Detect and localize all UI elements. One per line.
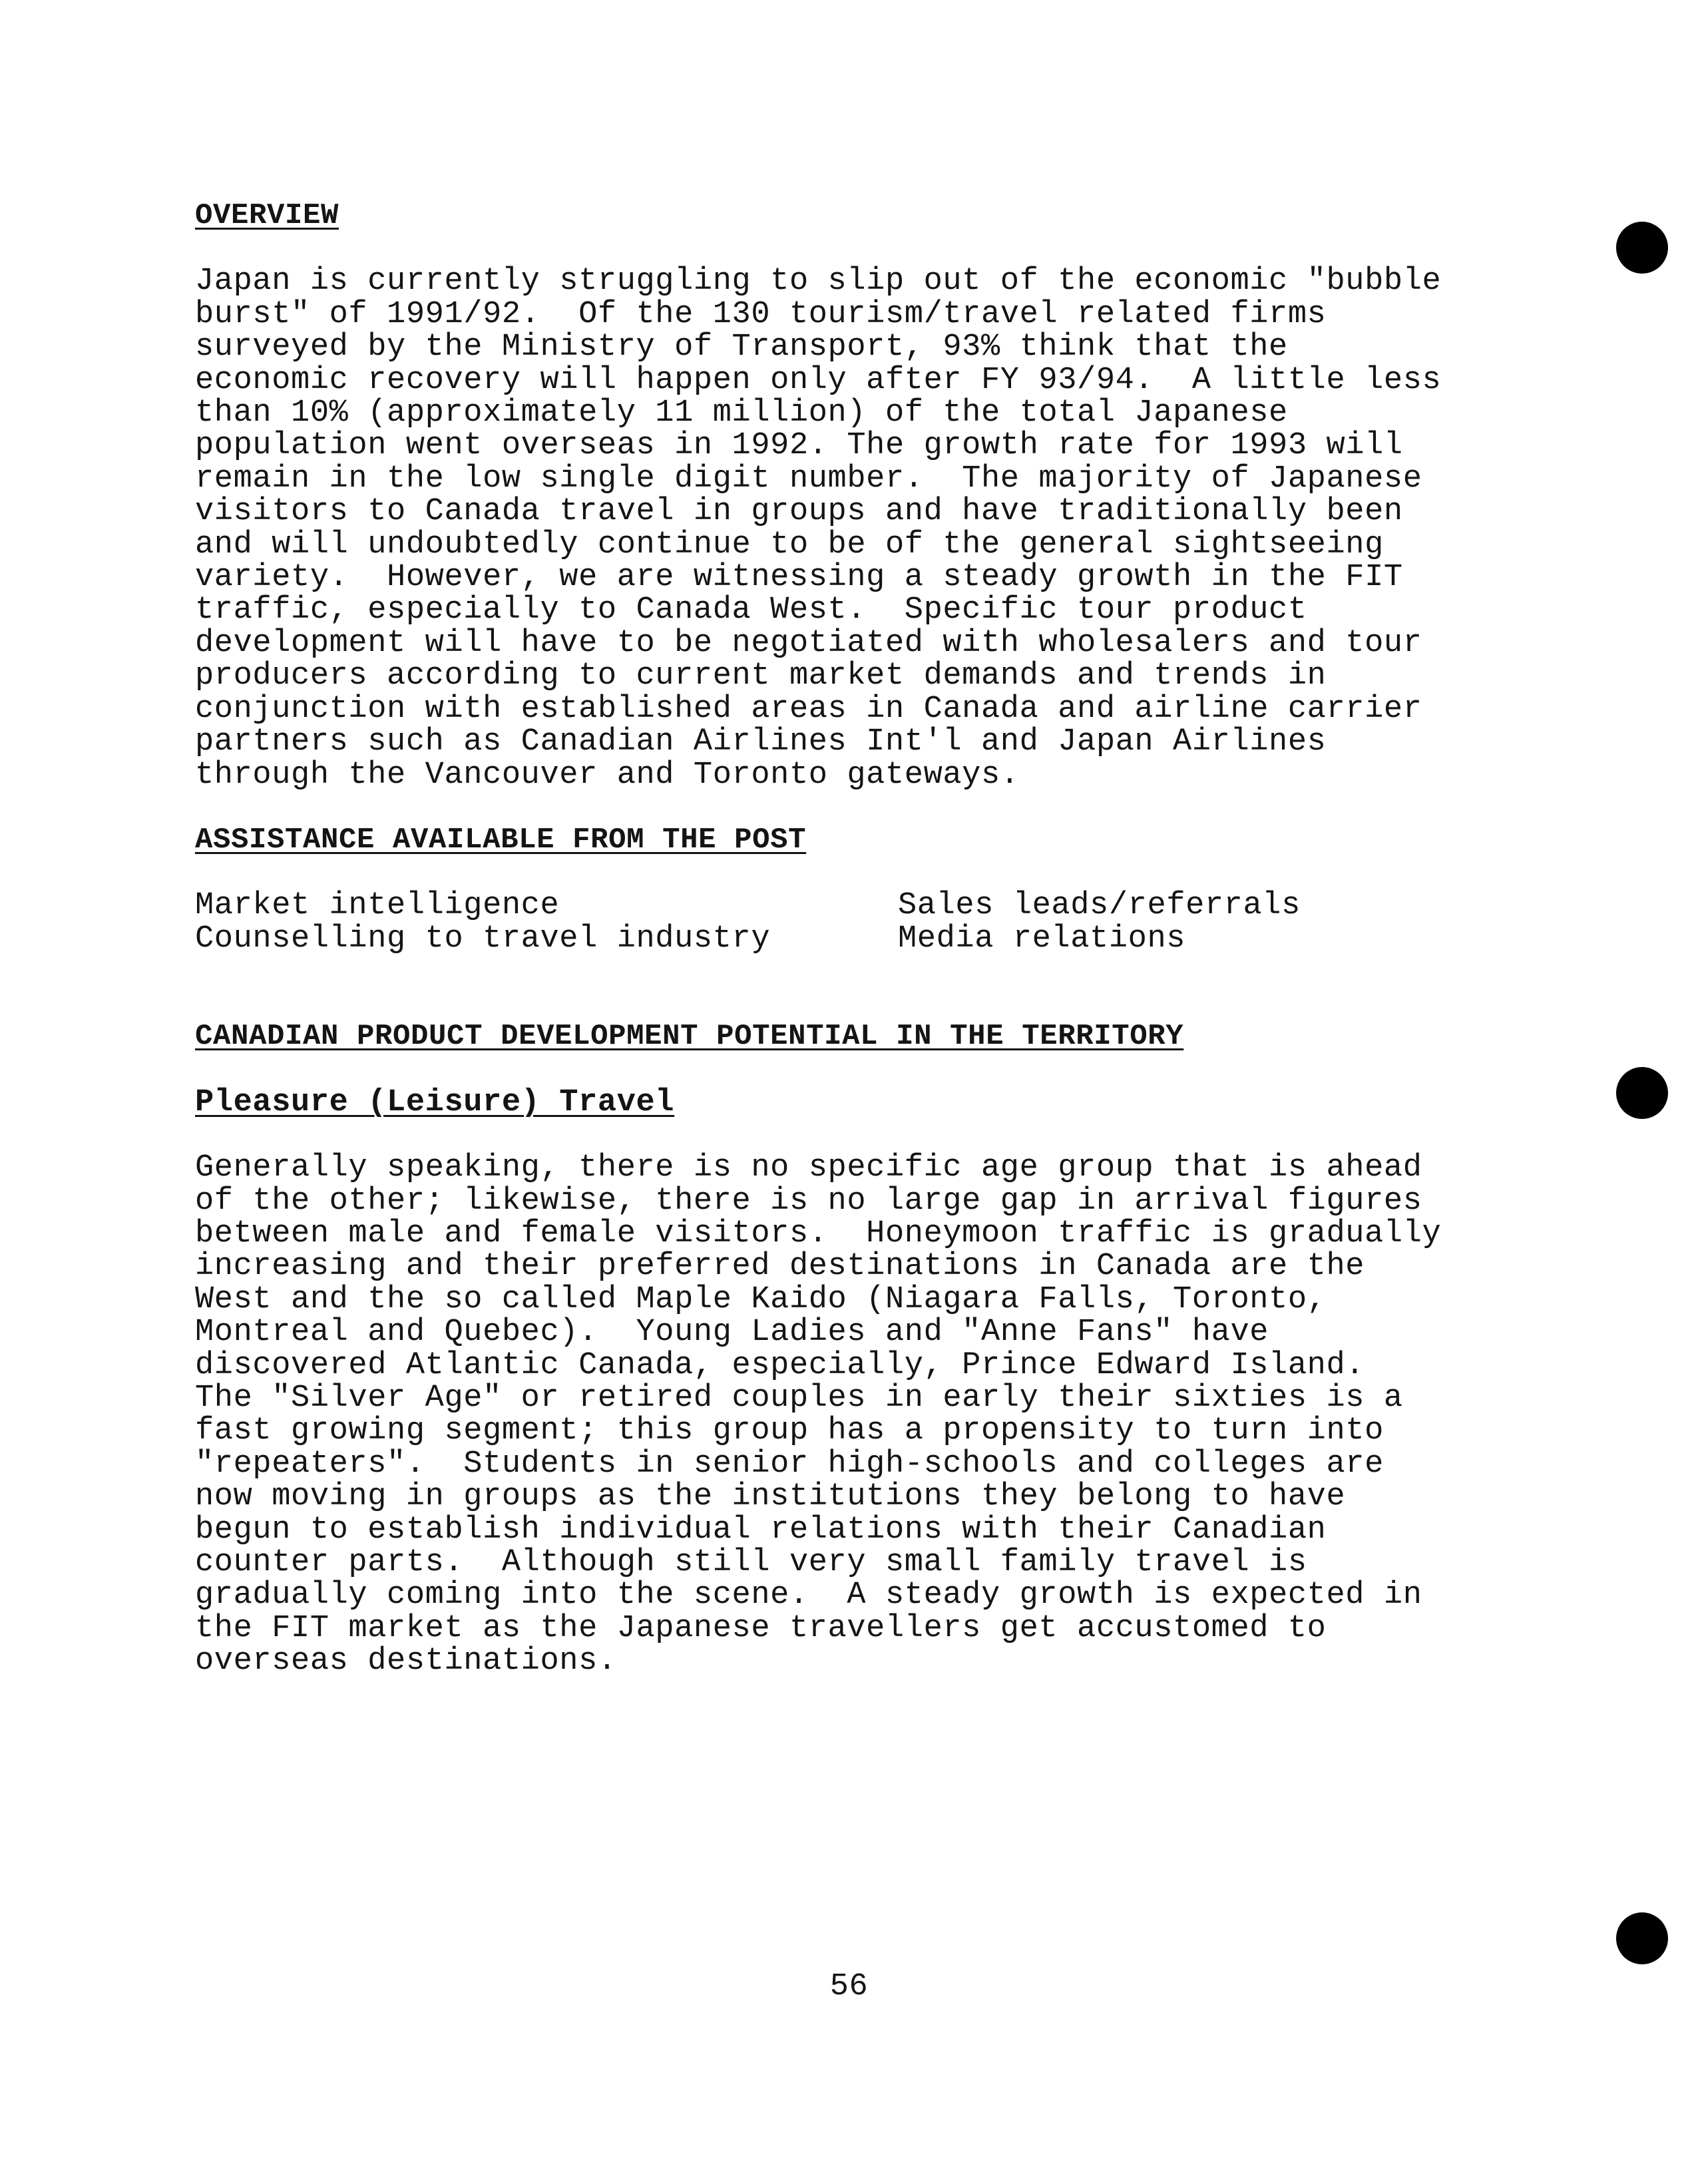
- paragraph-line: between male and female visitors. Honeymoon traffic is gradually: [195, 1215, 1442, 1251]
- paragraph-line: burst" of 1991/92. Of the 130 tourism/travel related firms: [195, 296, 1327, 332]
- paragraph-line: partners such as Canadian Airlines Int'l and Japan Airlines: [195, 724, 1327, 760]
- assistance-column-right: [898, 889, 1301, 955]
- paragraph-line: remain in the low single digit number. The majority of Japanese: [195, 461, 1422, 497]
- paragraph-line: population went overseas in 1992. The growth rate for 1993 will: [195, 428, 1403, 464]
- paragraph-line: increasing and their preferred destinations in Canada are the: [195, 1249, 1365, 1285]
- paragraph-line: "repeaters". Students in senior high-schools and colleges are: [195, 1446, 1384, 1482]
- paragraph-line: overseas destinations.: [195, 1643, 617, 1679]
- assistance-item: Media relations: [898, 921, 1186, 957]
- paragraph-line: fast growing segment; this group has a propensity to turn into: [195, 1413, 1384, 1449]
- leisure-travel-subheading: Pleasure (Leisure) Travel: [195, 1084, 675, 1120]
- assistance-item: Counselling to travel industry: [195, 921, 771, 957]
- paragraph-line: the FIT market as the Japanese travellers get accustomed to: [195, 1610, 1327, 1646]
- assistance-heading: ASSISTANCE AVAILABLE FROM THE POST: [195, 823, 807, 857]
- paragraph-line: economic recovery will happen only after FY 93/94. A little less: [195, 362, 1442, 398]
- assistance-item: Sales leads/referrals: [898, 888, 1301, 924]
- paragraph-line: and will undoubtedly continue to be of the general sightseeing: [195, 527, 1384, 562]
- paragraph-line: producers according to current market demands and trends in: [195, 658, 1327, 694]
- product-development-heading: CANADIAN PRODUCT DEVELOPMENT POTENTIAL IN THE TERRITORY: [195, 1020, 1184, 1054]
- paragraph-line: The "Silver Age" or retired couples in early their sixties is a: [195, 1380, 1403, 1416]
- paragraph-line: conjunction with established areas in Canada and airline carrier: [195, 691, 1422, 727]
- overview-heading: OVERVIEW: [195, 199, 339, 232]
- overview-paragraph: [195, 265, 1540, 791]
- paragraph-line: begun to establish individual relations with their Canadian: [195, 1512, 1327, 1548]
- assistance-list: [195, 889, 1540, 955]
- paragraph-line: of the other; likewise, there is no large gap in arrival figures: [195, 1183, 1422, 1219]
- leisure-travel-paragraph: [195, 1152, 1540, 1678]
- paragraph-line: through the Vancouver and Toronto gateways.: [195, 757, 1020, 793]
- page-content: [195, 200, 1540, 1678]
- binder-hole-top: [1616, 222, 1668, 274]
- paragraph-line: traffic, especially to Canada West. Specific tour product: [195, 592, 1307, 628]
- binder-hole-middle: [1616, 1067, 1668, 1119]
- paragraph-line: development will have to be negotiated with wholesalers and tour: [195, 625, 1422, 661]
- assistance-column-left: [195, 889, 770, 955]
- page-number: 56: [829, 1969, 869, 2004]
- paragraph-line: surveyed by the Ministry of Transport, 93% think that the: [195, 329, 1288, 365]
- paragraph-line: gradually coming into the scene. A steady growth is expected in: [195, 1578, 1422, 1614]
- paragraph-line: variety. However, we are witnessing a steady growth in the FIT: [195, 560, 1403, 596]
- paragraph-line: visitors to Canada travel in groups and have traditionally been: [195, 494, 1403, 530]
- paragraph-line: West and the so called Maple Kaido (Niagara Falls, Toronto,: [195, 1281, 1327, 1317]
- paragraph-line: Japan is currently struggling to slip out of the economic "bubble: [195, 264, 1442, 300]
- paragraph-line: Generally speaking, there is no specific age group that is ahead: [195, 1150, 1422, 1186]
- paragraph-line: discovered Atlantic Canada, especially, Prince Edward Island.: [195, 1347, 1365, 1383]
- assistance-item: Market intelligence: [195, 888, 560, 924]
- binder-hole-bottom: [1616, 1912, 1668, 1964]
- paragraph-line: now moving in groups as the institutions they belong to have: [195, 1479, 1346, 1515]
- paragraph-line: counter parts. Although still very small family travel is: [195, 1545, 1307, 1580]
- paragraph-line: Montreal and Quebec). Young Ladies and "Anne Fans" have: [195, 1315, 1269, 1351]
- paragraph-line: than 10% (approximately 11 million) of the total Japanese: [195, 395, 1288, 431]
